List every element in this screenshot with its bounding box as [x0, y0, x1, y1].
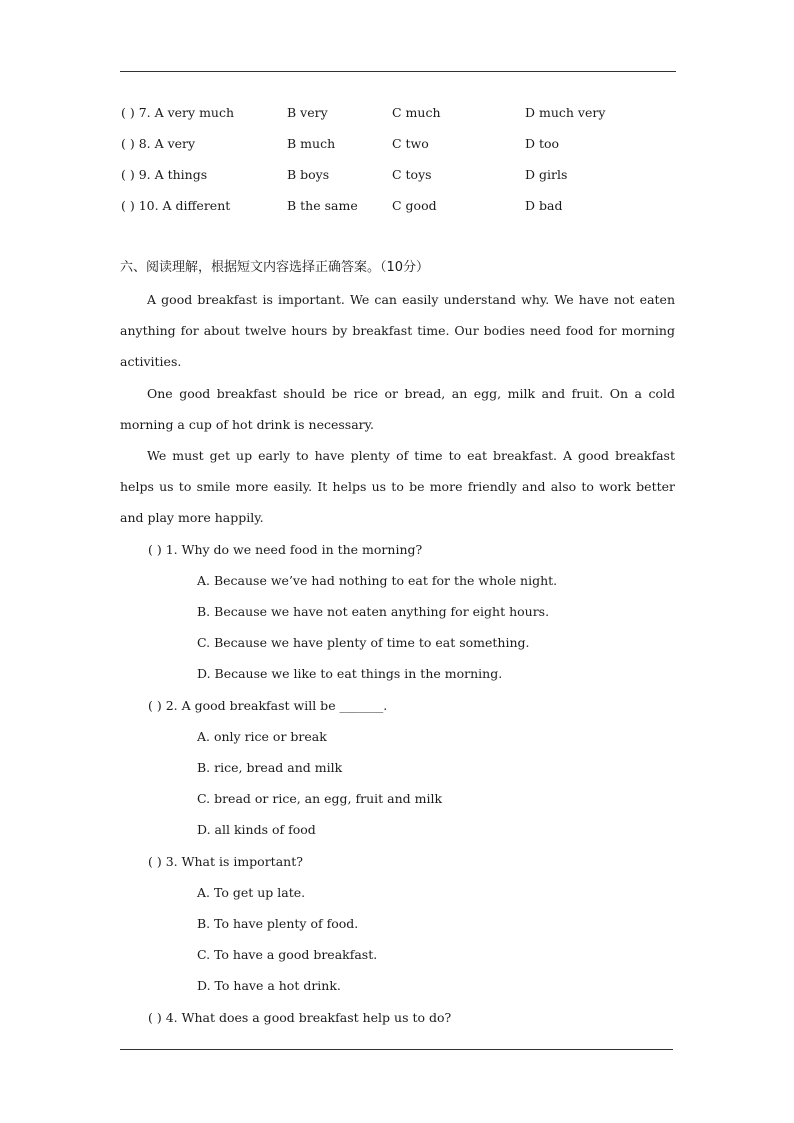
question-3: ( ) 3. What is important?	[148, 854, 303, 869]
option-c: C toys	[392, 167, 432, 182]
answer-option: C. Because we have plenty of time to eat something.	[197, 635, 530, 650]
header-rule	[120, 71, 676, 72]
answer-option: A. only rice or break	[197, 729, 327, 744]
answer-option: A. To get up late.	[197, 885, 306, 900]
answer-option: D. Because we like to eat things in the morning.	[197, 666, 503, 681]
question-4: ( ) 4. What does a good breakfast help us to do?	[148, 1010, 452, 1025]
option-b: B much	[287, 136, 336, 151]
option-d: D girls	[525, 167, 568, 182]
option-c: C good	[392, 198, 437, 213]
option-c: C two	[392, 136, 429, 151]
footer-rule	[120, 1049, 673, 1050]
option-a: ( ) 8. A very	[121, 136, 196, 151]
option-d: D much very	[525, 105, 606, 120]
answer-option: C. To have a good breakfast.	[197, 947, 378, 962]
passage-text: We must get up early to have plenty of time to eat breakfast. A good breakfast helps us to smile more easily. It helps us to be more friendly and also to work better and play more happily.	[120, 448, 675, 525]
option-c: C much	[392, 105, 441, 120]
option-a: ( ) 10. A different	[121, 198, 231, 213]
passage-paragraph-2	[120, 378, 675, 440]
answer-option: C. bread or rice, an egg, fruit and milk	[197, 791, 443, 806]
passage-paragraph-3	[120, 440, 675, 533]
answer-option: D. all kinds of food	[197, 822, 316, 837]
section-title: 六、阅读理解，根据短文内容选择正确答案。（10分）	[120, 260, 430, 275]
passage-text: A good breakfast is important. We can easily understand why. We have not eaten anything for about twelve hours by breakfast time. Our bodies need food for morning activities.	[120, 292, 675, 369]
option-b: B the same	[287, 198, 358, 213]
answer-option: B. To have plenty of food.	[197, 916, 359, 931]
option-a: ( ) 9. A things	[121, 167, 208, 182]
option-d: D too	[525, 136, 560, 151]
option-b: B very	[287, 105, 328, 120]
option-d: D bad	[525, 198, 563, 213]
answer-option: B. rice, bread and milk	[197, 760, 343, 775]
option-a: ( ) 7. A very much	[121, 105, 235, 120]
answer-option: B. Because we have not eaten anything for eight hours.	[197, 604, 550, 619]
passage-paragraph-1	[120, 284, 675, 377]
passage-text: One good breakfast should be rice or bread, an egg, milk and fruit. On a cold morning a cup of hot drink is necessary.	[120, 386, 675, 432]
option-b: B boys	[287, 167, 330, 182]
question-2: ( ) 2. A good breakfast will be _______.	[148, 698, 388, 713]
answer-option: A. Because we’ve had nothing to eat for the whole night.	[197, 573, 558, 588]
answer-option: D. To have a hot drink.	[197, 978, 341, 993]
question-1: ( ) 1. Why do we need food in the morning?	[148, 542, 423, 557]
